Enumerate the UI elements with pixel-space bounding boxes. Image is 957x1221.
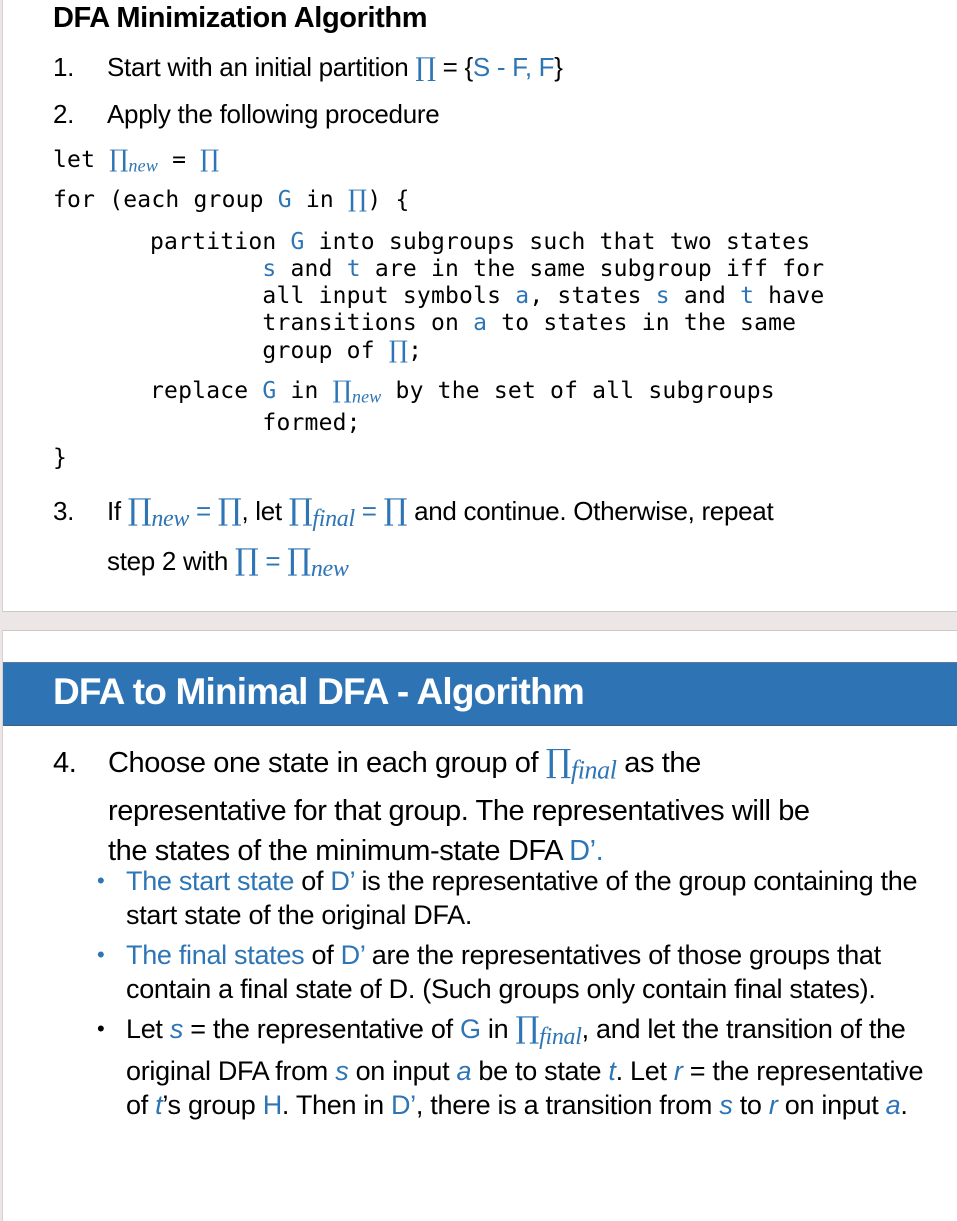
d-prime: D’: [330, 866, 355, 896]
pi-symbol: ∏: [288, 493, 313, 528]
step-text: Start with an initial partition: [107, 52, 409, 82]
slide-title: DFA to Minimal DFA - Algorithm: [53, 671, 584, 712]
bullet-text: ’s group: [162, 1090, 263, 1120]
var-s: s: [655, 283, 670, 309]
step-text: , let: [241, 496, 289, 526]
pi-symbol: ∏: [217, 493, 242, 528]
bullet-text: of: [294, 866, 331, 896]
step-4: [53, 741, 810, 871]
slide-title: DFA Minimization Algorithm: [53, 2, 428, 34]
var-s: s: [262, 256, 277, 282]
subscript-new: new: [310, 556, 349, 582]
code-text: replace: [150, 378, 263, 404]
var-H: H: [262, 1090, 282, 1120]
bullet-dot-icon: •: [97, 1016, 105, 1041]
var-t: t: [346, 256, 361, 282]
var-G: G: [262, 378, 277, 404]
bullet-text: Let: [126, 1014, 170, 1044]
bullet-text: = the representative of: [183, 1014, 460, 1044]
code-text: group of: [262, 338, 389, 364]
step-3: [53, 490, 773, 590]
code-equals: =: [158, 147, 201, 173]
step-text: step 2 with: [107, 546, 235, 576]
bullet-start-state: [95, 864, 935, 932]
var-r: r: [673, 1056, 683, 1086]
d-prime: D’: [569, 834, 596, 867]
equals: =: [354, 496, 384, 526]
code-text: to states in the same: [487, 310, 797, 336]
pi-symbol: ∏: [388, 336, 409, 364]
step-3-continuation: [53, 540, 773, 590]
step-text: Apply the following procedure: [107, 99, 440, 129]
var-t: t: [740, 283, 755, 309]
slide-dfa-minimization: [2, 0, 957, 612]
bullet-text: be to state: [471, 1056, 609, 1086]
bullet-text: is the representative of the group containing the start state of the original DFA.: [126, 866, 918, 930]
equals: =: [189, 496, 218, 526]
close-brace: }: [554, 52, 563, 82]
var-s: s: [335, 1056, 349, 1086]
code-text: partition: [150, 229, 291, 255]
step-number: 1.: [53, 52, 75, 82]
code-text: and: [276, 256, 347, 282]
var-a: a: [456, 1056, 472, 1086]
step-text: the states of the minimum-state DFA: [108, 834, 570, 867]
bullet-text: to: [732, 1090, 769, 1120]
step-text: Choose one state in each group of: [108, 747, 546, 779]
pi-symbol: ∏: [415, 53, 436, 83]
var-r: r: [768, 1090, 778, 1120]
code-text: ;: [408, 338, 423, 364]
pi-symbol: ∏: [332, 376, 352, 404]
code-text: ) {: [367, 187, 410, 213]
bullet-text: .: [900, 1090, 908, 1120]
subscript-final: final: [312, 506, 355, 532]
pi-symbol: ∏: [109, 145, 129, 173]
pi-symbol: ∏: [545, 742, 571, 780]
subscript-new: new: [151, 506, 190, 532]
subscript-new: new: [128, 155, 159, 176]
step-1: [53, 52, 563, 83]
pi-symbol: ∏: [127, 493, 152, 528]
var-a: a: [473, 310, 488, 336]
bullet-dot-icon: •: [97, 868, 105, 893]
code-text: into subgroups such that two states: [304, 229, 811, 255]
var-a: a: [515, 283, 530, 309]
equals: =: [258, 546, 288, 576]
var-s: s: [169, 1014, 184, 1044]
pi-symbol: ∏: [200, 145, 220, 173]
code-for-line: [53, 186, 410, 214]
subscript-final: final: [539, 1024, 582, 1050]
title-banner: [3, 662, 957, 726]
step-2: [53, 99, 439, 130]
var-s: s: [719, 1090, 733, 1120]
pi-symbol: ∏: [515, 1011, 540, 1046]
d-prime: D’: [340, 940, 365, 970]
bullet-transitions: [95, 1012, 935, 1122]
bullet-text: are the representatives of those groups that contain a final state of D. (Such groups only contain final states).: [126, 940, 881, 1004]
code-text: and: [669, 283, 741, 309]
partition-set: S - F, F: [472, 52, 555, 82]
pi-symbol: ∏: [348, 185, 368, 213]
code-let-line: [53, 146, 219, 179]
var-t: t: [155, 1090, 163, 1120]
d-prime: D’: [390, 1090, 416, 1120]
bullet-final-states: [95, 938, 935, 1006]
code-text: , states: [529, 283, 656, 309]
step-number: 2.: [53, 99, 75, 129]
step-number: 3.: [53, 496, 75, 526]
step-text: as the: [616, 747, 701, 779]
pi-symbol: ∏: [383, 493, 408, 528]
step-number: 4.: [53, 747, 77, 779]
code-text: in: [291, 187, 349, 213]
bullet-text: . Then in: [281, 1090, 391, 1120]
code-text: all input symbols: [262, 283, 516, 309]
equals-brace: = {: [435, 52, 473, 82]
var-G: G: [277, 187, 292, 213]
bullet-list: [95, 864, 935, 1128]
code-text: formed;: [262, 410, 361, 437]
code-keyword: let: [53, 147, 110, 173]
bullet-text: , there is a transition from: [415, 1090, 720, 1120]
bullet-text: , and let the transition of the original DFA from: [126, 1014, 906, 1086]
pi-symbol: ∏: [234, 543, 259, 578]
bullet-text: on input: [348, 1056, 457, 1086]
step-text: and continue. Otherwise, repeat: [407, 496, 774, 526]
code-text: have: [754, 283, 825, 309]
code-close-brace: }: [53, 445, 68, 471]
step-text: representative for that group. The representatives will be: [108, 794, 810, 827]
code-text: transitions on: [262, 310, 474, 336]
bullet-text: in: [480, 1014, 516, 1044]
pi-symbol: ∏: [287, 543, 311, 578]
var-G: G: [290, 229, 305, 255]
code-text: for (each group: [53, 187, 278, 213]
code-text: in: [276, 378, 333, 404]
step-text: If: [107, 496, 128, 526]
code-text: are in the same subgroup iff for: [360, 256, 825, 282]
subscript-final: final: [570, 755, 617, 785]
var-G: G: [459, 1014, 481, 1044]
code-replace-block: [150, 377, 775, 437]
slide-dfa-to-minimal: [2, 630, 957, 1221]
var-t: t: [608, 1056, 616, 1086]
code-text: by the set of all subgroups: [381, 378, 775, 404]
highlight-text: The final states: [126, 940, 305, 970]
bullet-text: . Let: [615, 1056, 674, 1086]
var-a: a: [885, 1090, 901, 1120]
highlight-text: The start state: [126, 866, 295, 896]
period: .: [595, 834, 604, 867]
bullet-text: of: [304, 940, 341, 970]
code-partition-block: [150, 229, 824, 365]
bullet-text: = the representative of: [126, 1056, 924, 1120]
bullet-text: on input: [777, 1090, 886, 1120]
bullet-dot-icon: •: [97, 942, 105, 967]
subscript-new: new: [351, 386, 382, 407]
